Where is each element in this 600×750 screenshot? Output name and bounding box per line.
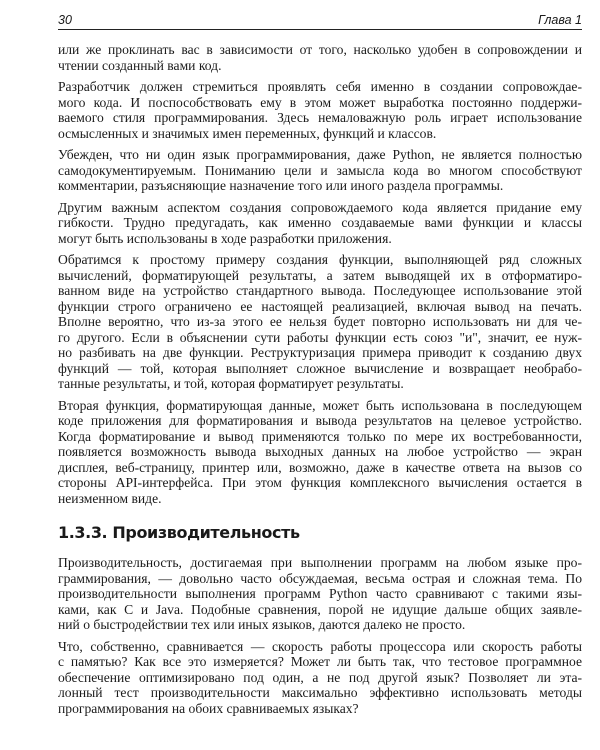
text-line: но разбивать на две функции. Реструктуризация примера приводит к созданию двух <box>58 345 582 360</box>
text-line: Разработчик должен стремиться проявлять себя именно в создании сопровождае- <box>58 79 582 94</box>
text-line: коде приложения для форматирования и вывода результатов на целевое устройство. <box>58 413 582 428</box>
text-line: дисплея, веб-страницу, принтер или, возможно, даже в качестве ответа на вызов со <box>58 459 582 475</box>
text-line: функций — той, которая выполняет сложное вычисление и возвращает необрабо- <box>58 360 582 376</box>
page-number: 30 <box>58 13 72 27</box>
text-line: танные результаты, и той, которая форматирует результаты. <box>58 376 404 391</box>
text-line: стороны API-интерфейса. При этом функция комплексного вычисления остается в <box>58 475 582 490</box>
text-line: Когда форматирование и вывод применяются только по мере их востребованности, <box>58 428 582 444</box>
text-line: Вполне вероятно, что из-за этого ее нельзя будет повторно использовать ни для че- <box>58 314 582 329</box>
text-line: Другим важным аспектом создания сопровождаемого кода является придание ему <box>58 199 582 215</box>
paragraph <box>58 147 582 194</box>
section-heading: 1.3.3. Производительность <box>58 523 300 542</box>
paragraph <box>58 639 582 717</box>
text-line: чтении созданный вами код. <box>58 57 222 73</box>
paragraph <box>58 555 582 633</box>
page-body <box>58 42 582 722</box>
text-line: мого кода. И поспособствовать ему в этом может выработка постоянно поддержи- <box>58 94 582 110</box>
text-line: функции строго ограничено ее настоящей реализацией, включая вывод на печать. <box>58 298 582 314</box>
paragraph <box>58 200 582 247</box>
text-line: Производительность, достигаемая при выполнении программ на любом языке про- <box>58 555 582 570</box>
text-line: Вторая функция, форматирующая данные, может быть использована в последующем <box>58 397 582 413</box>
text-line: неизменном виде. <box>58 490 162 506</box>
text-line: самодокументируемым. Пониманию цели и замысла кода во многом способствуют <box>58 162 582 178</box>
chapter-label: Глава 1 <box>538 13 582 27</box>
text-line: вычислений, форматирующей результаты, а затем выводящей их в отформатиро- <box>58 267 582 283</box>
text-line: появляется возможность вывода выходных данных на любое устройство — экран <box>58 444 582 459</box>
text-line: гибкости. Трудно предугадать, как именно создаваемые вами функции и классы <box>58 215 582 230</box>
text-line: комментарии, разъясняющие назначение того или иного раздела программы. <box>58 178 504 193</box>
text-line: Убежден, что ни один язык программирования, даже Python, не является полностью <box>58 147 582 162</box>
paragraph <box>58 79 582 141</box>
text-line: Что, собственно, сравнивается — скорость работы процессора или скорость работы <box>58 638 582 654</box>
text-line: ками, как C и Java. Подобные сравнения, порой не идущие дальше общих заявле- <box>58 601 582 617</box>
running-header <box>58 10 582 30</box>
text-line: граммирования, — довольно часто обсуждаемая, весьма острая и сложная тема. По <box>58 570 582 586</box>
text-line: ний о быстродействии тех или иных языков, даются далеко не просто. <box>58 617 466 632</box>
paragraphs-before-heading <box>58 42 582 506</box>
paragraph <box>58 42 582 73</box>
paragraph <box>58 252 582 392</box>
text-line: или же проклинать вас в зависимости от того, насколько удобен в сопровождении и <box>58 42 582 57</box>
text-line: производительности выполнения программ Python часто сравнивают с такими язы- <box>58 586 582 601</box>
text-line: лонный тест производительности максимально эффективно использовать методы <box>58 685 582 700</box>
text-line: ваемого стиля программирования. Здесь немаловажную роль играет использование <box>58 110 582 125</box>
text-line: Обратимся к простому примеру создания функции, выполняющей ряд сложных <box>58 252 582 267</box>
text-line: программирования на обоих сравниваемых языках? <box>58 700 359 716</box>
text-line: ванном виде на устройство стандартного вывода. Последующее использование этой <box>58 283 582 298</box>
text-line: могут быть использованы в ходе разработки приложения. <box>58 230 392 246</box>
text-line: го другого. Если в объяснении сути работы функции есть союз "и", значит, ее нуж- <box>58 329 582 345</box>
paragraphs-after-heading <box>58 555 582 716</box>
text-line: осмысленных и значимых имен переменных, функций и классов. <box>58 125 437 141</box>
text-line: обеспечение оптимизировано под один, а не под другой язык? Позволяет ли эта- <box>58 669 582 685</box>
paragraph <box>58 398 582 507</box>
text-line: с памятью? Как все это измеряется? Может ли быть так, что тестовое программное <box>58 654 582 669</box>
